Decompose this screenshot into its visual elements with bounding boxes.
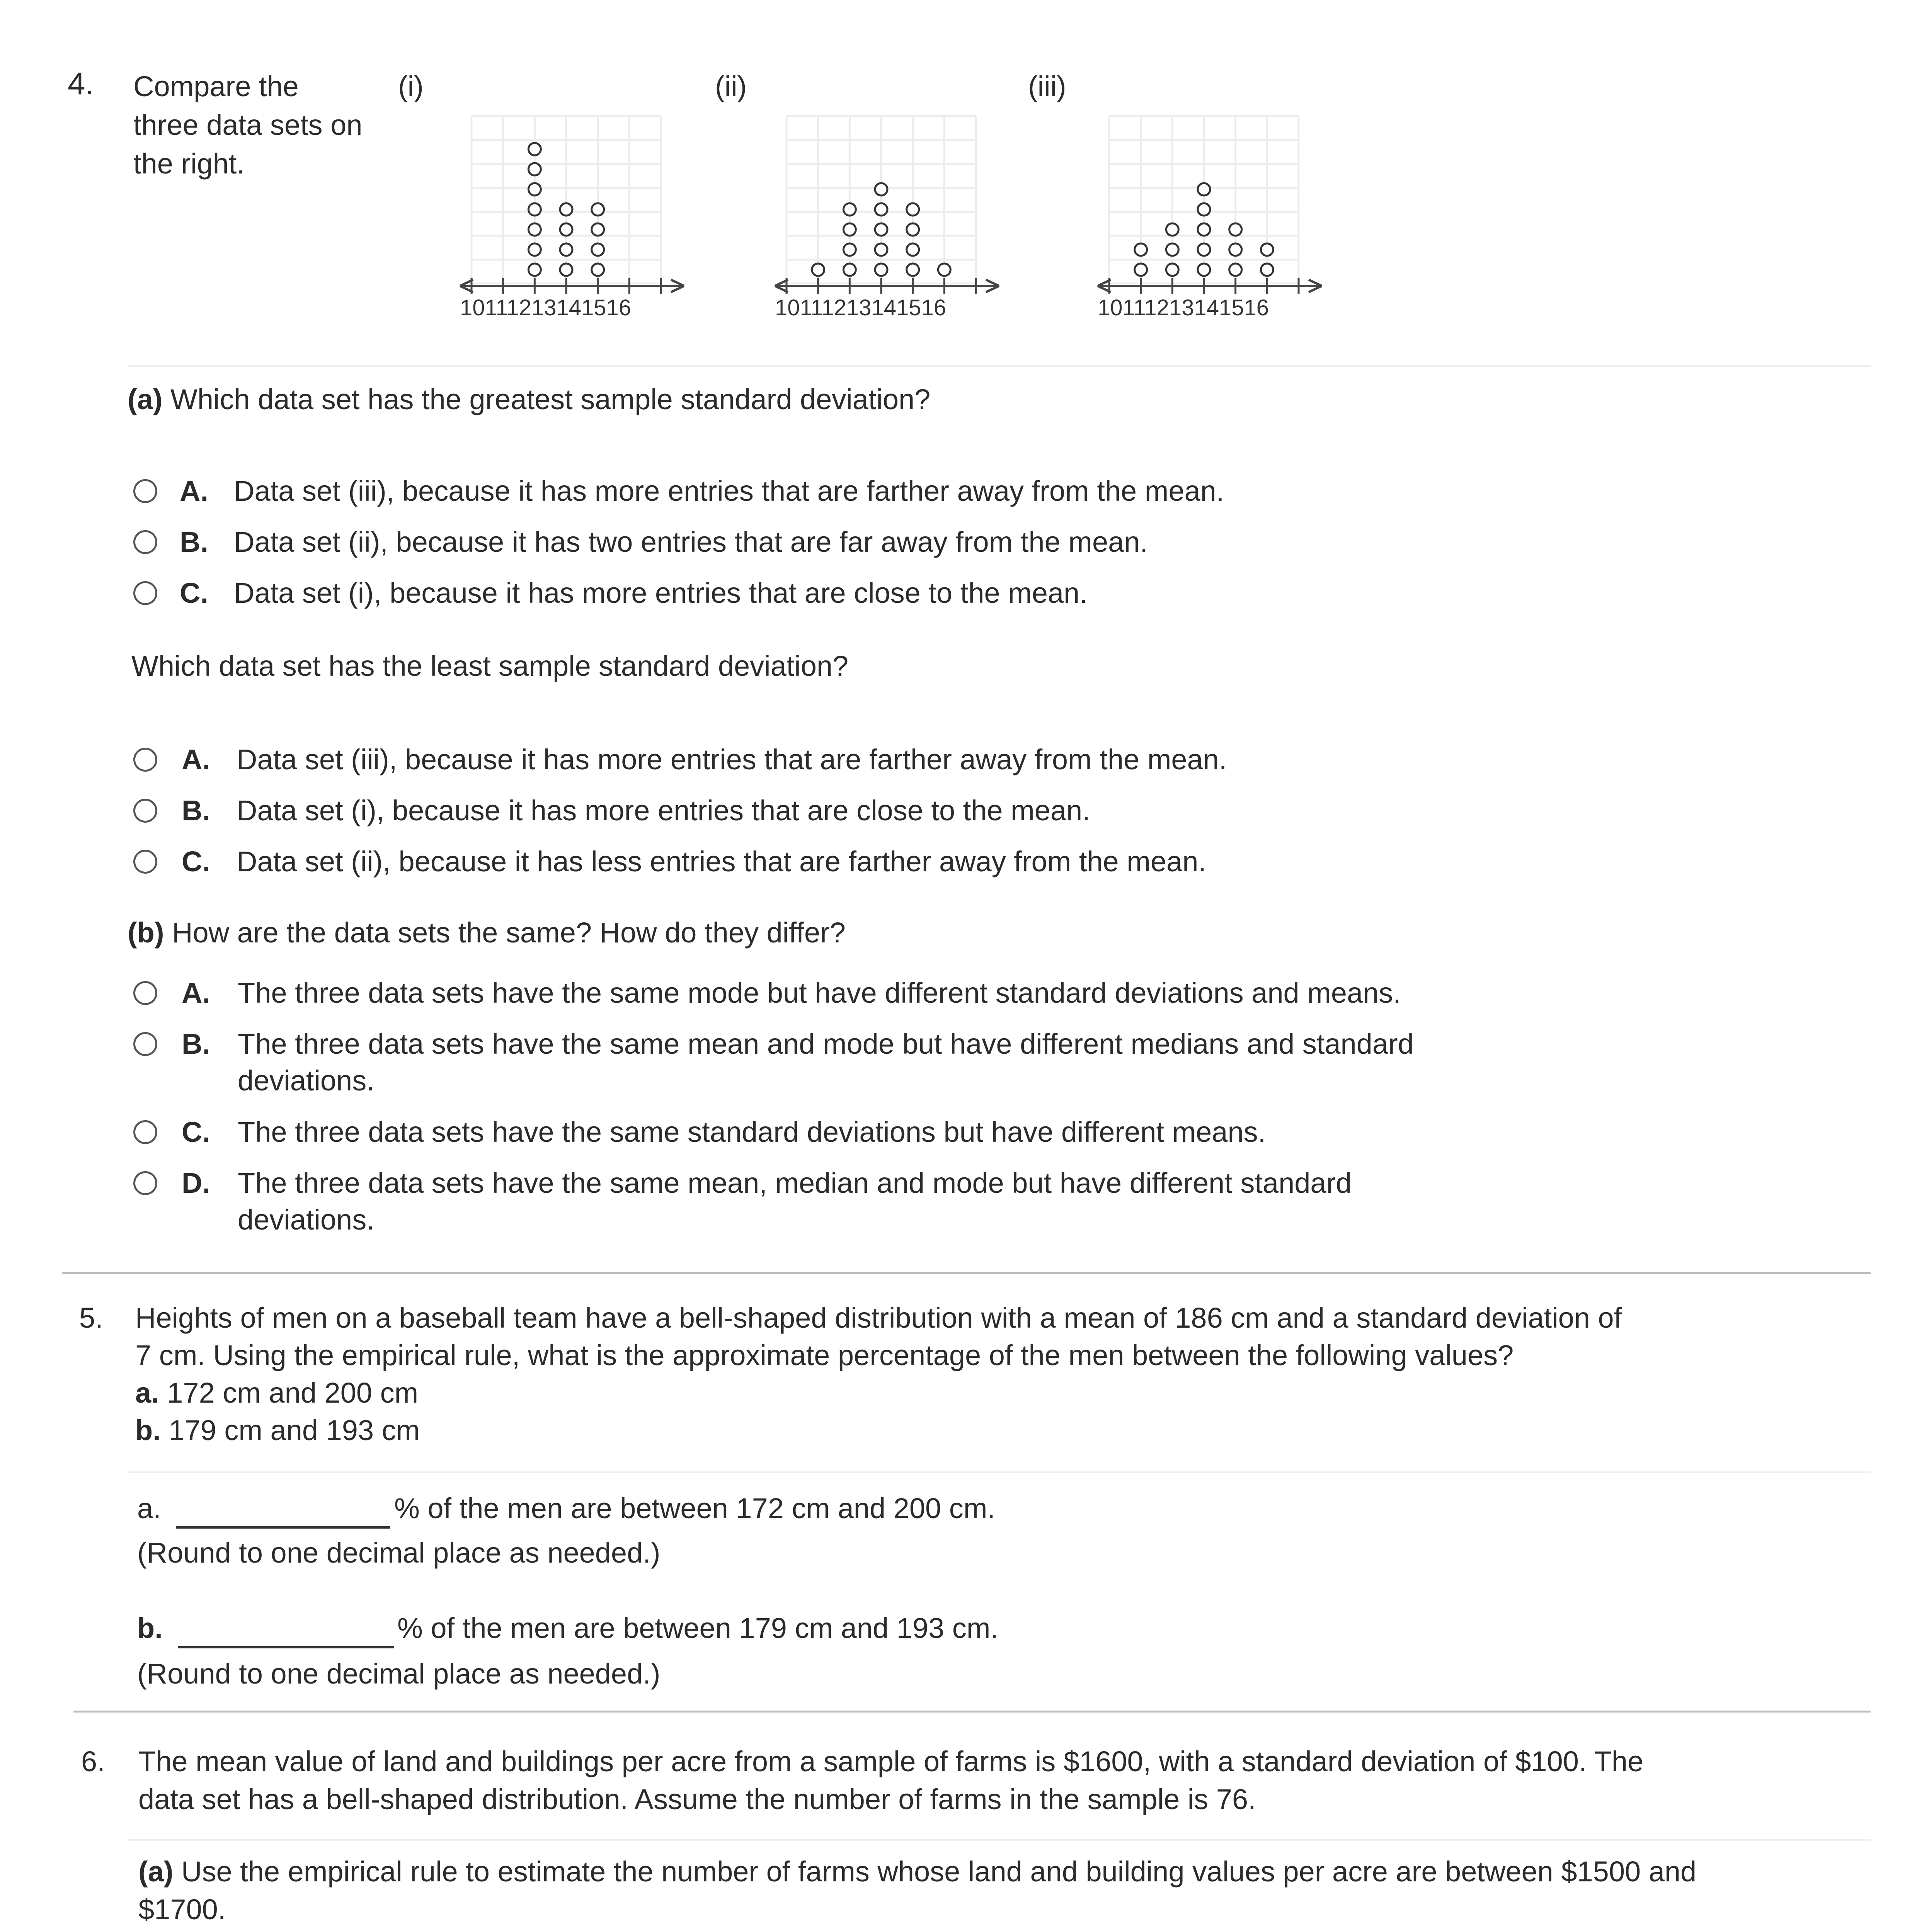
data-dot xyxy=(1198,223,1210,236)
q4b-option-d-text-line-2: deviations. xyxy=(238,1204,375,1236)
data-dot xyxy=(1135,243,1147,256)
q4a-option-c-letter: C. xyxy=(180,577,208,609)
q4a2-option-c-letter: C. xyxy=(182,845,210,878)
q4b-option-d-letter: D. xyxy=(182,1167,210,1199)
data-dot xyxy=(560,243,572,256)
data-dot xyxy=(907,223,919,236)
dotplot-iii-label: (iii) xyxy=(1028,70,1066,102)
tick-labels: 10111213141516 xyxy=(1098,295,1269,320)
question-4b-prompt: (b) How are the data sets the same? How do they differ? xyxy=(128,917,846,949)
data-dot xyxy=(875,223,887,236)
q5-answer-b-input[interactable] xyxy=(178,1646,394,1648)
data-dot xyxy=(938,264,950,276)
question-5-number: 5. xyxy=(79,1302,103,1334)
data-dot xyxy=(528,203,541,216)
data-dot xyxy=(1198,183,1210,196)
data-dot xyxy=(907,203,919,216)
data-dot xyxy=(560,223,572,236)
q4b-option-a-letter: A. xyxy=(182,977,210,1009)
question-5-line-2: 7 cm. Using the empirical rule, what is the approximate percentage of the men between the following values? xyxy=(135,1339,1514,1371)
data-dot xyxy=(875,264,887,276)
data-dot xyxy=(528,143,541,155)
data-dot xyxy=(875,203,887,216)
data-dot xyxy=(812,264,824,276)
faint-divider xyxy=(128,1839,1871,1841)
q4b-option-c-text: The three data sets have the same standard deviations but have different means. xyxy=(238,1116,1266,1148)
q4a2-option-a-letter: A. xyxy=(182,743,210,776)
question-6-line-1: The mean value of land and buildings per acre from a sample of farms is $1600, with a standard deviation of $100. The xyxy=(138,1745,1644,1777)
data-dot xyxy=(1261,243,1273,256)
data-dot xyxy=(592,243,604,256)
q4a-option-c-text: Data set (i), because it has more entries that are close to the mean. xyxy=(234,577,1088,609)
data-dot xyxy=(1198,264,1210,276)
q5-answer-a-text: % of the men are between 172 cm and 200 cm. xyxy=(394,1492,995,1524)
data-dot xyxy=(1135,264,1147,276)
q4a-option-a-radio[interactable] xyxy=(133,479,157,503)
q4a2-option-c-radio[interactable] xyxy=(133,850,157,874)
q4b-option-b-radio[interactable] xyxy=(133,1032,157,1056)
data-dot xyxy=(592,223,604,236)
data-dot xyxy=(875,243,887,256)
data-dot xyxy=(875,183,887,196)
data-dot xyxy=(843,203,856,216)
data-dot xyxy=(1198,203,1210,216)
data-dot xyxy=(843,243,856,256)
faint-divider xyxy=(128,1471,1871,1473)
q5-answer-b-round-note: (Round to one decimal place as needed.) xyxy=(137,1658,661,1690)
data-dot xyxy=(560,264,572,276)
dotplot-i xyxy=(444,108,700,340)
data-dot xyxy=(528,264,541,276)
question-5-item-a: a. 172 cm and 200 cm xyxy=(135,1377,419,1409)
dotplot-iii xyxy=(1082,108,1337,340)
data-dot xyxy=(592,203,604,216)
question-4a-prompt: (a) Which data set has the greatest sample standard deviation? xyxy=(128,383,931,415)
faint-divider xyxy=(128,365,1871,367)
question-5-item-b: b. 179 cm and 193 cm xyxy=(135,1414,420,1446)
q4a-option-a-text: Data set (iii), because it has more entries that are farther away from the mean. xyxy=(234,475,1224,507)
data-dot xyxy=(907,264,919,276)
data-dot xyxy=(1261,264,1273,276)
q5-answer-b-text: % of the men are between 179 cm and 193 cm. xyxy=(397,1612,998,1644)
dotplot-ii xyxy=(759,108,1015,340)
q4b-option-c-radio[interactable] xyxy=(133,1120,157,1144)
data-dot xyxy=(1198,243,1210,256)
q4a2-option-b-text: Data set (i), because it has more entries that are close to the mean. xyxy=(237,794,1090,827)
data-dot xyxy=(528,183,541,196)
question-6-line-2: data set has a bell-shaped distribution. Assume the number of farms in the sample is 76. xyxy=(138,1783,1256,1815)
q4a2-option-a-text: Data set (iii), because it has more entries that are farther away from the mean. xyxy=(237,743,1227,776)
question-6a-line-1: (a) Use the empirical rule to estimate the number of farms whose land and building values per acre are between $1500 and xyxy=(138,1855,1697,1888)
q4b-option-b-text-line-1: The three data sets have the same mean and mode but have different medians and standard xyxy=(238,1028,1414,1060)
q4a2-option-b-letter: B. xyxy=(182,794,210,827)
q4b-option-d-radio[interactable] xyxy=(133,1171,157,1195)
q4b-option-b-text-line-2: deviations. xyxy=(238,1065,375,1097)
data-dot xyxy=(528,243,541,256)
q5-answer-b-label: b. xyxy=(137,1612,163,1644)
question-6a-line-2: $1700. xyxy=(138,1893,226,1925)
q4b-option-b-letter: B. xyxy=(182,1028,210,1060)
q4b-option-a-radio[interactable] xyxy=(133,981,157,1005)
q4a-option-c-radio[interactable] xyxy=(133,581,157,605)
dotplot-ii-label: (ii) xyxy=(715,70,747,102)
dotplot-i-label: (i) xyxy=(398,70,424,102)
question-6-number: 6. xyxy=(81,1745,105,1777)
data-dot xyxy=(907,243,919,256)
data-dot xyxy=(528,223,541,236)
q4b-option-c-letter: C. xyxy=(182,1116,210,1148)
q5-answer-a-round-note: (Round to one decimal place as needed.) xyxy=(137,1537,661,1569)
q4a2-option-a-radio[interactable] xyxy=(133,748,157,772)
data-dot xyxy=(592,264,604,276)
q4a-option-b-radio[interactable] xyxy=(133,530,157,554)
question-5-line-1: Heights of men on a baseball team have a bell-shaped distribution with a mean of 186 cm and a standard deviation of xyxy=(135,1302,1622,1334)
data-dot xyxy=(1166,223,1178,236)
q5-answer-a-input[interactable] xyxy=(176,1526,390,1529)
q5-answer-a-label: a. xyxy=(137,1492,161,1524)
q4a-option-b-text: Data set (ii), because it has two entries that are far away from the mean. xyxy=(234,526,1148,558)
q4b-option-d-text-line-1: The three data sets have the same mean, median and mode but have different standard xyxy=(238,1167,1352,1199)
question-4-intro-line-2: three data sets on xyxy=(133,109,363,141)
q4a2-option-c-text: Data set (ii), because it has less entries that are farther away from the mean. xyxy=(237,845,1206,878)
tick-labels: 10111213141516 xyxy=(460,295,631,320)
q4a2-option-b-radio[interactable] xyxy=(133,799,157,823)
data-dot xyxy=(1229,223,1242,236)
question-4-intro-line-3: the right. xyxy=(133,148,245,180)
section-divider-q5-q6 xyxy=(73,1711,1871,1713)
tick-labels: 10111213141516 xyxy=(775,295,946,320)
data-dot xyxy=(528,163,541,175)
data-dot xyxy=(1166,264,1178,276)
question-4-number: 4. xyxy=(68,66,94,101)
q4a-option-a-letter: A. xyxy=(180,475,208,507)
data-dot xyxy=(1229,243,1242,256)
q4b-option-a-text: The three data sets have the same mode but have different standard deviations and means. xyxy=(238,977,1401,1009)
data-dot xyxy=(843,223,856,236)
data-dot xyxy=(843,264,856,276)
data-dot xyxy=(1166,243,1178,256)
section-divider-q4-q5 xyxy=(62,1272,1871,1274)
q4a-option-b-letter: B. xyxy=(180,526,208,558)
question-4a-least-prompt: Which data set has the least sample standard deviation? xyxy=(131,650,849,682)
question-4-intro-line-1: Compare the xyxy=(133,70,299,102)
data-dot xyxy=(560,203,572,216)
data-dot xyxy=(1229,264,1242,276)
